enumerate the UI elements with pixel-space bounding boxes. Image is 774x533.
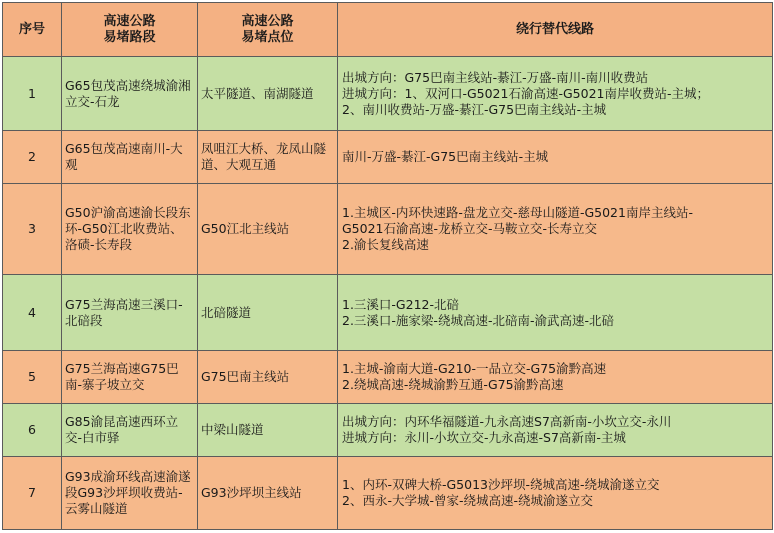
route-line: 出城方向：G75巴南主线站-綦江-万盛-南川-南川收费站 [342, 69, 649, 85]
table-row [3, 57, 773, 131]
route-line: 2.绕城高速-绕城渝黔互通-G75渝黔高速 [342, 377, 564, 392]
header-route: 绕行替代线路 [338, 3, 773, 57]
row-index: 4 [3, 275, 62, 351]
row-point: 中梁山隧道 [198, 404, 338, 457]
row-route [338, 404, 773, 457]
row-index: 1 [3, 57, 62, 131]
row-route [338, 275, 773, 351]
route-line: 1.三溪口-G212-北碚 [342, 296, 459, 312]
row-point: 北碚隧道 [198, 275, 338, 351]
row-route [338, 457, 773, 530]
route-line: 进城方向：永川-小坎立交-九永高速-S7高新南-主城 [342, 430, 626, 445]
row-point: 凤咀江大桥、龙凤山隧道、大观互通 [198, 131, 338, 184]
row-section: G65包茂高速绕城渝湘立交-石龙 [62, 57, 198, 131]
table-row [3, 275, 773, 351]
header-point [198, 3, 338, 57]
route-line: G5021石渝高速-龙桥立交-马鞍立交-长寿立交 [342, 221, 598, 236]
row-index: 6 [3, 404, 62, 457]
table-row [3, 404, 773, 457]
row-section: G65包茂高速南川-大观 [62, 131, 198, 184]
row-index: 5 [3, 351, 62, 404]
route-line: 2.渝长复线高速 [342, 237, 429, 252]
row-section: G75兰海高速三溪口-北碚段 [62, 275, 198, 351]
row-point: G93沙坪坝主线站 [198, 457, 338, 530]
header-section [62, 3, 198, 57]
row-point: G50江北主线站 [198, 184, 338, 275]
table-row [3, 457, 773, 530]
table-row [3, 184, 773, 275]
header-section-line-2: 易堵路段 [103, 29, 156, 45]
row-index: 2 [3, 131, 62, 184]
row-route [338, 57, 773, 131]
route-line: 1、内环-双碑大桥-G5013沙坪坝-绕城高速-绕城渝遂立交 [342, 477, 660, 492]
row-section: G50沪渝高速渝长段东环-G50江北收费站、洛碛-长寿段 [62, 184, 198, 275]
header-index: 序号 [3, 3, 62, 57]
row-route [338, 184, 773, 275]
route-line: 2、西永-大学城-曾家-绕城高速-绕城渝遂立交 [342, 493, 593, 508]
route-line: 1.主城-渝南大道-G210-一品立交-G75渝黔高速 [342, 361, 607, 376]
route-line: 1.主城区-内环快速路-盘龙立交-慈母山隧道-G5021南岸主线站- [342, 205, 693, 220]
row-section: G75兰海高速G75巴南-寨子坡立交 [62, 351, 198, 404]
table-row [3, 131, 773, 184]
row-point: G75巴南主线站 [198, 351, 338, 404]
route-line: 进城方向：1、双河口-G5021石渝高速-G5021南岸收费站-主城； [342, 85, 709, 101]
header-section-line-1: 高速公路 [103, 13, 156, 29]
row-section: G85渝昆高速西环立交-白市驿 [62, 404, 198, 457]
route-line: 出城方向：内环华福隧道-九永高速S7高新南-小坎立交-永川 [342, 414, 672, 429]
table-row [3, 351, 773, 404]
header-point-line-2: 易堵点位 [241, 29, 294, 45]
detour-table [2, 2, 773, 530]
row-section: G93成渝环线高速渝遂段G93沙坪坝收费站-云雾山隧道 [62, 457, 198, 530]
row-index: 3 [3, 184, 62, 275]
row-route [338, 351, 773, 404]
row-point: 太平隧道、南湖隧道 [198, 57, 338, 131]
header-row [3, 3, 773, 57]
header-point-line-1: 高速公路 [241, 13, 294, 29]
row-index: 7 [3, 457, 62, 530]
route-line: 2、南川收费站-万盛-綦江-G75巴南主线站-主城 [342, 101, 607, 117]
row-route [338, 131, 773, 184]
route-line: 2.三溪口-施家梁-绕城高速-北碚南-渝武高速-北碚 [342, 312, 614, 328]
route-line: 南川-万盛-綦江-G75巴南主线站-主城 [342, 149, 549, 164]
